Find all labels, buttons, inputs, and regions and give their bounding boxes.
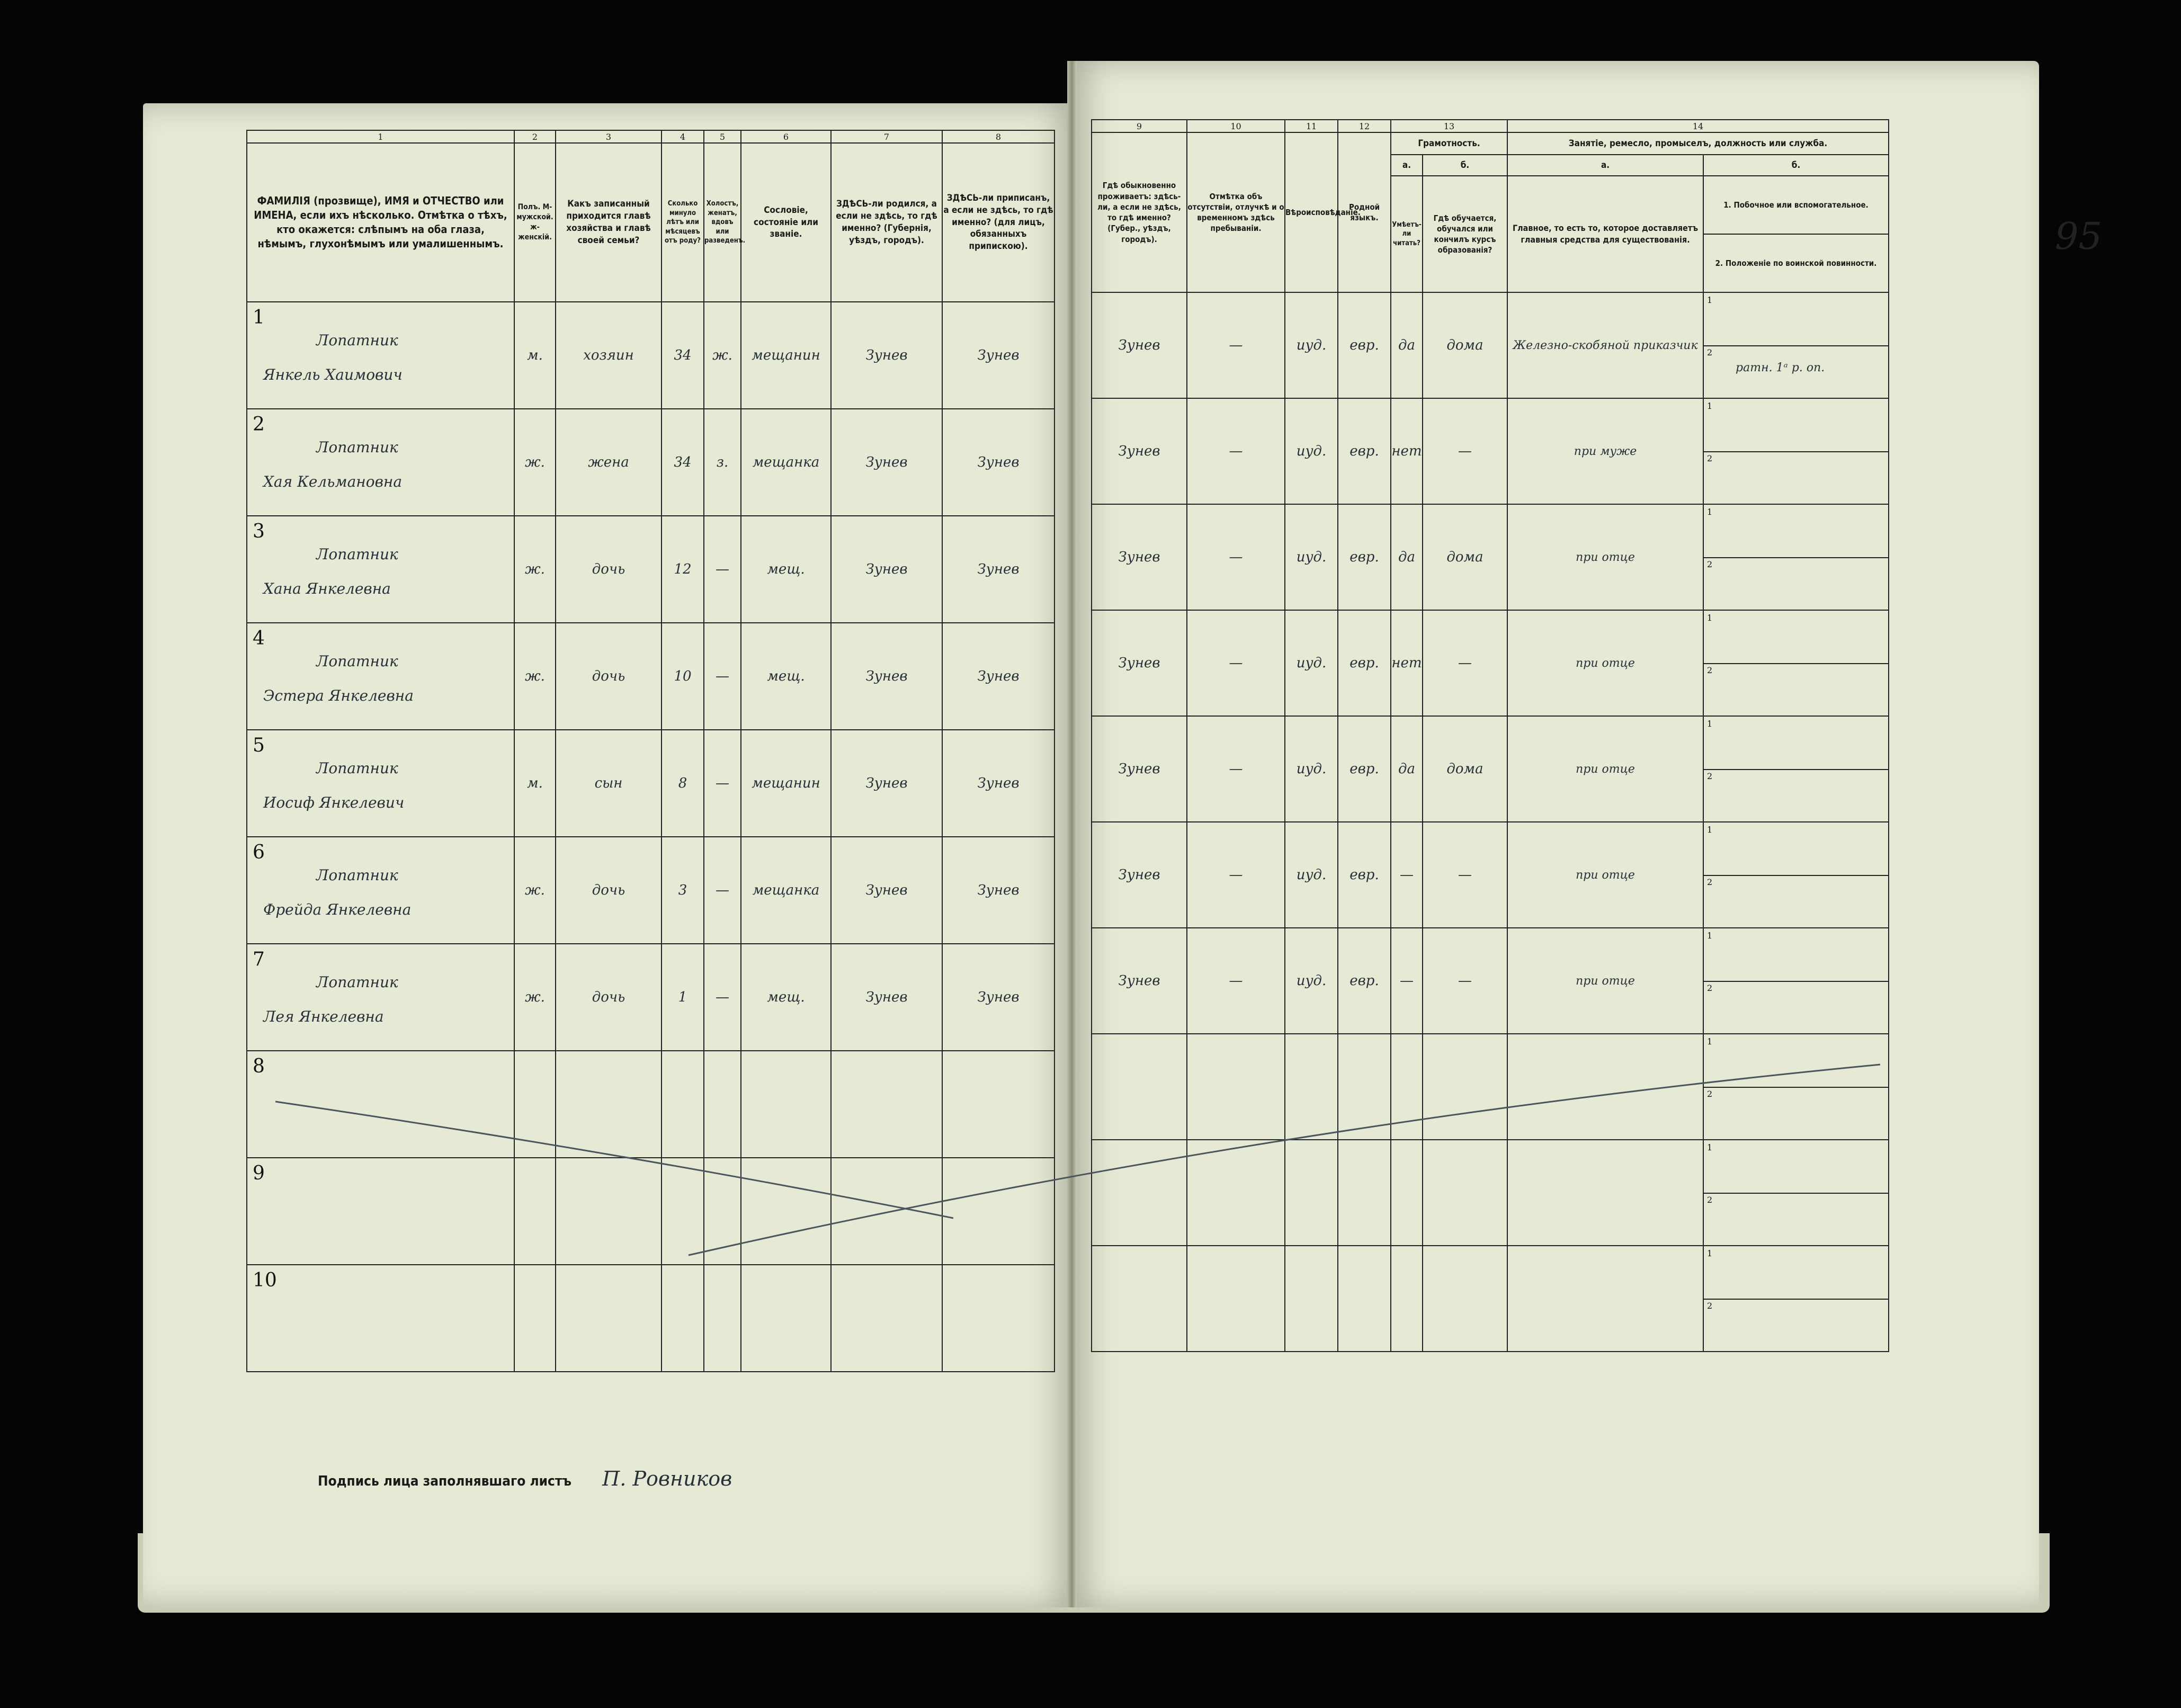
- sub-label-1: 1: [1707, 401, 1713, 411]
- cell-marital: —: [704, 516, 741, 623]
- cell-occupation: Железно-скобяной приказчик: [1507, 292, 1703, 398]
- cell-religion: иуд.: [1285, 292, 1338, 398]
- cell-registered: Зунев: [942, 623, 1054, 730]
- col-number-1: 1: [247, 130, 514, 143]
- row-number: 2: [253, 414, 265, 435]
- col-number-12: 12: [1338, 120, 1391, 132]
- header-religion: Вѣроисповѣданіе.: [1285, 132, 1338, 292]
- header-language: Родной языкъ.: [1338, 132, 1391, 292]
- row-number: 4: [253, 628, 265, 649]
- cell-estate: мещ.: [741, 516, 831, 623]
- cell-read: нет: [1391, 610, 1423, 716]
- cell-estate: мещанин: [741, 302, 831, 409]
- sub-label-2: 2: [1707, 1089, 1713, 1099]
- cancel-stroke-left: [275, 1102, 953, 1218]
- cell-read: да: [1391, 716, 1423, 822]
- cell-sex: ж.: [514, 623, 556, 730]
- person-given-name: Эстера Янкелевна: [263, 687, 414, 704]
- cell-absent: —: [1187, 822, 1285, 928]
- sub-label-1: 1: [1707, 1036, 1713, 1047]
- sub-label-1: 1: [1707, 931, 1713, 941]
- cell-age: 10: [662, 623, 704, 730]
- cell-occupation: при отце: [1507, 504, 1703, 610]
- cell-read: да: [1391, 504, 1423, 610]
- header-relation: Какъ записанный приходится главѣ хозяйства и главѣ своей семьи?: [556, 143, 662, 302]
- sub-label-1: 1: [1707, 1142, 1713, 1152]
- cell-registered: Зунев: [942, 944, 1054, 1051]
- person-surname: Лопатник: [316, 439, 398, 456]
- col-number-8: 8: [942, 130, 1054, 143]
- cell-resides: Зунев: [1092, 716, 1187, 822]
- signature-value: П. Ровников: [602, 1467, 732, 1490]
- cell-born: Зунев: [831, 409, 942, 516]
- cell-marital: ж.: [704, 302, 741, 409]
- sub-label-2: 2: [1707, 771, 1713, 781]
- cell-age: 34: [662, 302, 704, 409]
- person-surname: Лопатник: [316, 973, 398, 991]
- sub-label-1: 1: [1707, 1248, 1713, 1258]
- cell-edu: —: [1423, 928, 1507, 1034]
- cell-edu: дома: [1423, 504, 1507, 610]
- cell-religion: иуд.: [1285, 398, 1338, 504]
- cell-age: 8: [662, 730, 704, 837]
- cell-occupation: при муже: [1507, 398, 1703, 504]
- header-literacy-b-letter: б.: [1423, 155, 1507, 176]
- sub-label-2: 2: [1707, 347, 1713, 357]
- row-number: 1: [253, 307, 265, 328]
- sub-label-2: 2: [1707, 983, 1713, 993]
- cell-absent: —: [1187, 292, 1285, 398]
- person-given-name: Хая Кельмановна: [263, 473, 403, 490]
- person-surname: Лопатник: [316, 652, 398, 670]
- header-estate: Сословіе, состояніе или званіе.: [741, 143, 831, 302]
- cell-sex: м.: [514, 730, 556, 837]
- cell-occupation: при отце: [1507, 822, 1703, 928]
- cell-resides: Зунев: [1092, 504, 1187, 610]
- cell-sex: ж.: [514, 516, 556, 623]
- cell-religion: иуд.: [1285, 928, 1338, 1034]
- cell-read: нет: [1391, 398, 1423, 504]
- cell-edu: —: [1423, 610, 1507, 716]
- cell-age: 34: [662, 409, 704, 516]
- cell-age: 12: [662, 516, 704, 623]
- cell-occupation: при отце: [1507, 716, 1703, 822]
- sub-label-2: 2: [1707, 665, 1713, 675]
- cell-edu: дома: [1423, 292, 1507, 398]
- cell-lang: евр.: [1338, 928, 1391, 1034]
- person-surname: Лопатник: [316, 759, 398, 777]
- cell-religion: иуд.: [1285, 716, 1338, 822]
- col-number-5: 5: [704, 130, 741, 143]
- cell-edu: дома: [1423, 716, 1507, 822]
- cell-marital: —: [704, 730, 741, 837]
- cell-resides: Зунев: [1092, 292, 1187, 398]
- cell-estate: мещанка: [741, 409, 831, 516]
- cell-absent: —: [1187, 716, 1285, 822]
- cell-resides: Зунев: [1092, 822, 1187, 928]
- person-surname: Лопатник: [316, 866, 398, 884]
- cell-read: да: [1391, 292, 1423, 398]
- sub-label-1: 1: [1707, 825, 1713, 835]
- cell-registered: Зунев: [942, 516, 1054, 623]
- sub-label-2: 2: [1707, 1195, 1713, 1205]
- signature-label: Подпись лица заполнявшаго листъ: [318, 1473, 571, 1489]
- row-number: 10: [253, 1269, 277, 1291]
- cell-relation: дочь: [556, 944, 662, 1051]
- col-number-7: 7: [831, 130, 942, 143]
- col-number-14: 14: [1507, 120, 1889, 132]
- cell-born: Зунев: [831, 516, 942, 623]
- cell-born: Зунев: [831, 837, 942, 944]
- cell-estate: мещ.: [741, 944, 831, 1051]
- header-marital: Холостъ, женатъ, вдовъ или разведенъ.: [704, 143, 741, 302]
- cell-relation: хозяин: [556, 302, 662, 409]
- header-military-status: 2. Положеніе по воинской повинности.: [1715, 258, 1877, 268]
- cell-absent: —: [1187, 398, 1285, 504]
- person-given-name: Лея Янкелевна: [263, 1008, 384, 1025]
- header-literacy: Грамотность.: [1391, 132, 1507, 155]
- header-literacy-a-letter: а.: [1391, 155, 1423, 176]
- cell-lang: евр.: [1338, 398, 1391, 504]
- cell-marital: з.: [704, 409, 741, 516]
- row-number: 6: [253, 842, 265, 863]
- col-number-6: 6: [741, 130, 831, 143]
- cell-resides: Зунев: [1092, 610, 1187, 716]
- cell-absent: —: [1187, 610, 1285, 716]
- header-residence: Гдѣ обыкновенно проживаетъ: здѣсь-ли, а если не здѣсь, то гдѣ именно? (Губер., уѣздъ, городъ).: [1092, 132, 1187, 292]
- cell-resides: Зунев: [1092, 928, 1187, 1034]
- header-name: ФАМИЛІЯ (прозвище), ИМЯ и ОТЧЕСТВО или ИМЕНА, если ихъ нѣсколько. Отмѣтка о тѣхъ, кто окажется: слѣпымъ на оба глаза, нѣмымъ, глухонѣмымъ или умалишеннымъ.: [247, 143, 514, 302]
- person-surname: Лопатник: [316, 332, 398, 349]
- row-number: 9: [253, 1162, 265, 1184]
- cell-estate: мещанка: [741, 837, 831, 944]
- person-given-name: Янкель Хаимович: [263, 366, 403, 383]
- cell-sex: ж.: [514, 837, 556, 944]
- cell-marital: —: [704, 944, 741, 1051]
- cell-religion: иуд.: [1285, 822, 1338, 928]
- cell-sex: ж.: [514, 409, 556, 516]
- cell-born: Зунев: [831, 944, 942, 1051]
- cell-occupation: при отце: [1507, 928, 1703, 1034]
- cell-lang: евр.: [1338, 716, 1391, 822]
- row-number: 3: [253, 521, 265, 542]
- sub-label-2: 2: [1707, 877, 1713, 887]
- header-main-occupation: Главное, то есть то, которое доставляетъ главныя средства для существованія.: [1507, 176, 1703, 292]
- header-occupation-a-letter: а.: [1507, 155, 1703, 176]
- cell-lang: евр.: [1338, 822, 1391, 928]
- cell-registered: Зунев: [942, 302, 1054, 409]
- cell-religion: иуд.: [1285, 610, 1338, 716]
- cell-lang: евр.: [1338, 504, 1391, 610]
- person-given-name: Фрейда Янкелевна: [263, 901, 412, 918]
- cell-registered: Зунев: [942, 409, 1054, 516]
- sub-label-1: 1: [1707, 719, 1713, 729]
- cell-born: Зунев: [831, 302, 942, 409]
- col-number-11: 11: [1285, 120, 1338, 132]
- cell-marital: —: [704, 837, 741, 944]
- cell-relation: дочь: [556, 623, 662, 730]
- header-absence: Отмѣтка объ отсутствіи, отлучкѣ и о временномъ здѣсь пребываніи.: [1187, 132, 1285, 292]
- row-number: 5: [253, 735, 265, 756]
- cell-estate: мещ.: [741, 623, 831, 730]
- cell-resides: Зунев: [1092, 398, 1187, 504]
- col-number-4: 4: [662, 130, 704, 143]
- cell-lang: евр.: [1338, 292, 1391, 398]
- cell-estate: мещанин: [741, 730, 831, 837]
- sub-label-1: 1: [1707, 507, 1713, 517]
- cell-read: —: [1391, 928, 1423, 1034]
- sub-label-1: 1: [1707, 295, 1713, 305]
- sub-label-1: 1: [1707, 613, 1713, 623]
- cell-born: Зунев: [831, 730, 942, 837]
- header-age: Сколько минуло лѣтъ или мѣсяцевъ отъ роду?: [662, 143, 704, 302]
- cell-read: —: [1391, 822, 1423, 928]
- person-surname: Лопатник: [316, 546, 398, 563]
- cell-relation: дочь: [556, 516, 662, 623]
- header-can-read: Умѣетъ-ли читать?: [1391, 176, 1423, 292]
- person-given-name: Иосиф Янкелевич: [263, 794, 405, 811]
- header-birthplace: ЗДѢСЬ-ли родился, а если не здѣсь, то гдѣ именно? (Губернія, уѣздъ, городъ).: [831, 143, 942, 302]
- cell-sex: м.: [514, 302, 556, 409]
- row-number: 8: [253, 1056, 265, 1077]
- cell-absent: —: [1187, 504, 1285, 610]
- military-status: ратн. 1ᵃ р. оп.: [1736, 361, 1825, 374]
- cell-sex: ж.: [514, 944, 556, 1051]
- sub-label-2: 2: [1707, 453, 1713, 463]
- header-education: Гдѣ обучается, обучался или кончилъ курсъ образованія?: [1423, 176, 1507, 292]
- col-number-2: 2: [514, 130, 556, 143]
- header-sex: Полъ. М-мужской. ж-женскій.: [514, 143, 556, 302]
- cell-edu: —: [1423, 822, 1507, 928]
- header-secondary-occupation: 1. Побочное или вспомогательное.: [1704, 176, 1888, 235]
- cell-edu: —: [1423, 398, 1507, 504]
- sub-label-2: 2: [1707, 559, 1713, 569]
- cell-religion: иуд.: [1285, 504, 1338, 610]
- col-number-13: 13: [1391, 120, 1507, 132]
- col-number-10: 10: [1187, 120, 1285, 132]
- row-number: 7: [253, 949, 265, 970]
- header-occupation: Занятіе, ремесло, промыселъ, должность или служба.: [1507, 132, 1889, 155]
- col-number-9: 9: [1092, 120, 1187, 132]
- cell-relation: дочь: [556, 837, 662, 944]
- cell-age: 1: [662, 944, 704, 1051]
- sub-label-2: 2: [1707, 1301, 1713, 1311]
- cell-absent: —: [1187, 928, 1285, 1034]
- cell-relation: сын: [556, 730, 662, 837]
- col-number-3: 3: [556, 130, 662, 143]
- cell-relation: жена: [556, 409, 662, 516]
- header-registered: ЗДѢСЬ-ли приписанъ, а если не здѣсь, то гдѣ именно? (для лицъ, обязанныхъ припискою).: [942, 143, 1054, 302]
- cell-born: Зунев: [831, 623, 942, 730]
- cell-registered: Зунев: [942, 730, 1054, 837]
- cell-registered: Зунев: [942, 837, 1054, 944]
- cell-lang: евр.: [1338, 610, 1391, 716]
- header-occupation-b-letter: б.: [1703, 155, 1889, 176]
- cell-occupation: при отце: [1507, 610, 1703, 716]
- cell-marital: —: [704, 623, 741, 730]
- cell-age: 3: [662, 837, 704, 944]
- person-given-name: Хана Янкелевна: [263, 580, 391, 597]
- page-number: 95: [2055, 214, 2103, 258]
- cancel-stroke-right: [689, 1065, 1880, 1255]
